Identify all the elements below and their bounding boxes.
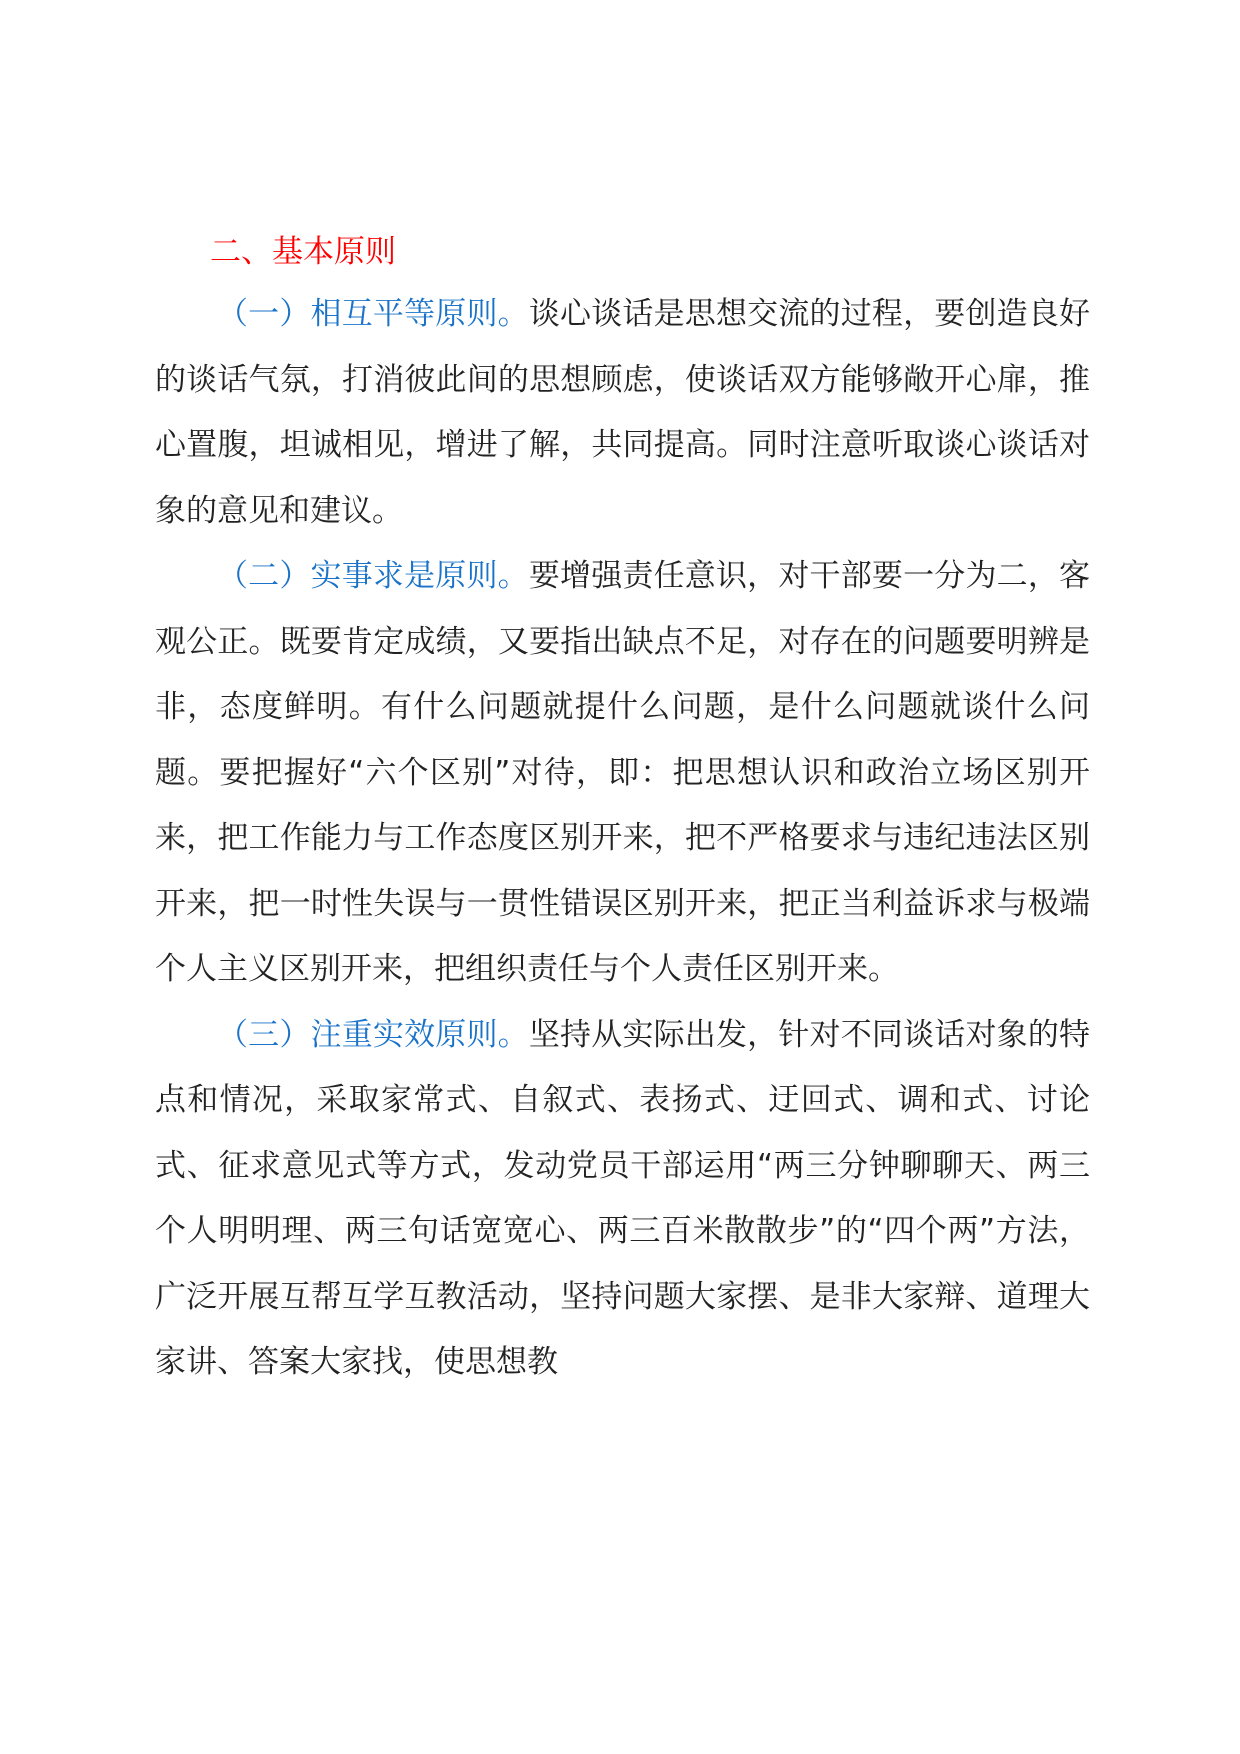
principle-paragraph-2 <box>155 544 1090 1003</box>
principle-body-3: 坚持从实际出发，针对不同谈话对象的特点和情况，采取家常式、自叙式、表扬式、迂回式、调和式、讨论式、征求意见式等方式，发动党员干部运用“两三分钟聊聊天、两三个人明明理、两三句话宽宽心、两三百米散散步”的“四个两”方法，广泛开展互帮互学互教活动，坚持问题大家摆、是非大家辩、道理大家讲、答案大家找，使思想教 <box>155 1016 1091 1380</box>
section-heading: 二、基本原则 <box>210 234 396 270</box>
principle-body-1: 谈心谈话是思想交流的过程，要创造良好的谈话气氛，打消彼此间的思想顾虑，使谈话双方能够敞开心扉，推心置腹，坦诚相见，增进了解，共同提高。同时注意听取谈心谈话对象的意见和建议。 <box>155 296 1091 529</box>
principle-paragraph-3 <box>155 1003 1090 1396</box>
document-body <box>155 222 1090 1396</box>
principle-title-3: （三）注重实效原则。 <box>217 1016 529 1053</box>
principle-paragraph-1 <box>155 282 1090 544</box>
principle-title-2: （二）实事求是原则。 <box>217 558 529 594</box>
principle-title-1: （一）相互平等原则。 <box>217 296 529 332</box>
principle-body-2: 要增强责任意识，对干部要一分为二，客观公正。既要肯定成绩，又要指出缺点不足，对存在的问题要明辨是非，态度鲜明。有什么问题就提什么问题，是什么问题就谈什么问题。要把握好“六个区别”对待，即：把思想认识和政治立场区别开来，把工作能力与工作态度区别开来，把不严格要求与违纪违法区别开来，把一时性失误与一贯性错误区别开来，把正当利益诉求与极端个人主义区别开来，把组织责任与个人责任区别开来。 <box>155 558 1091 987</box>
